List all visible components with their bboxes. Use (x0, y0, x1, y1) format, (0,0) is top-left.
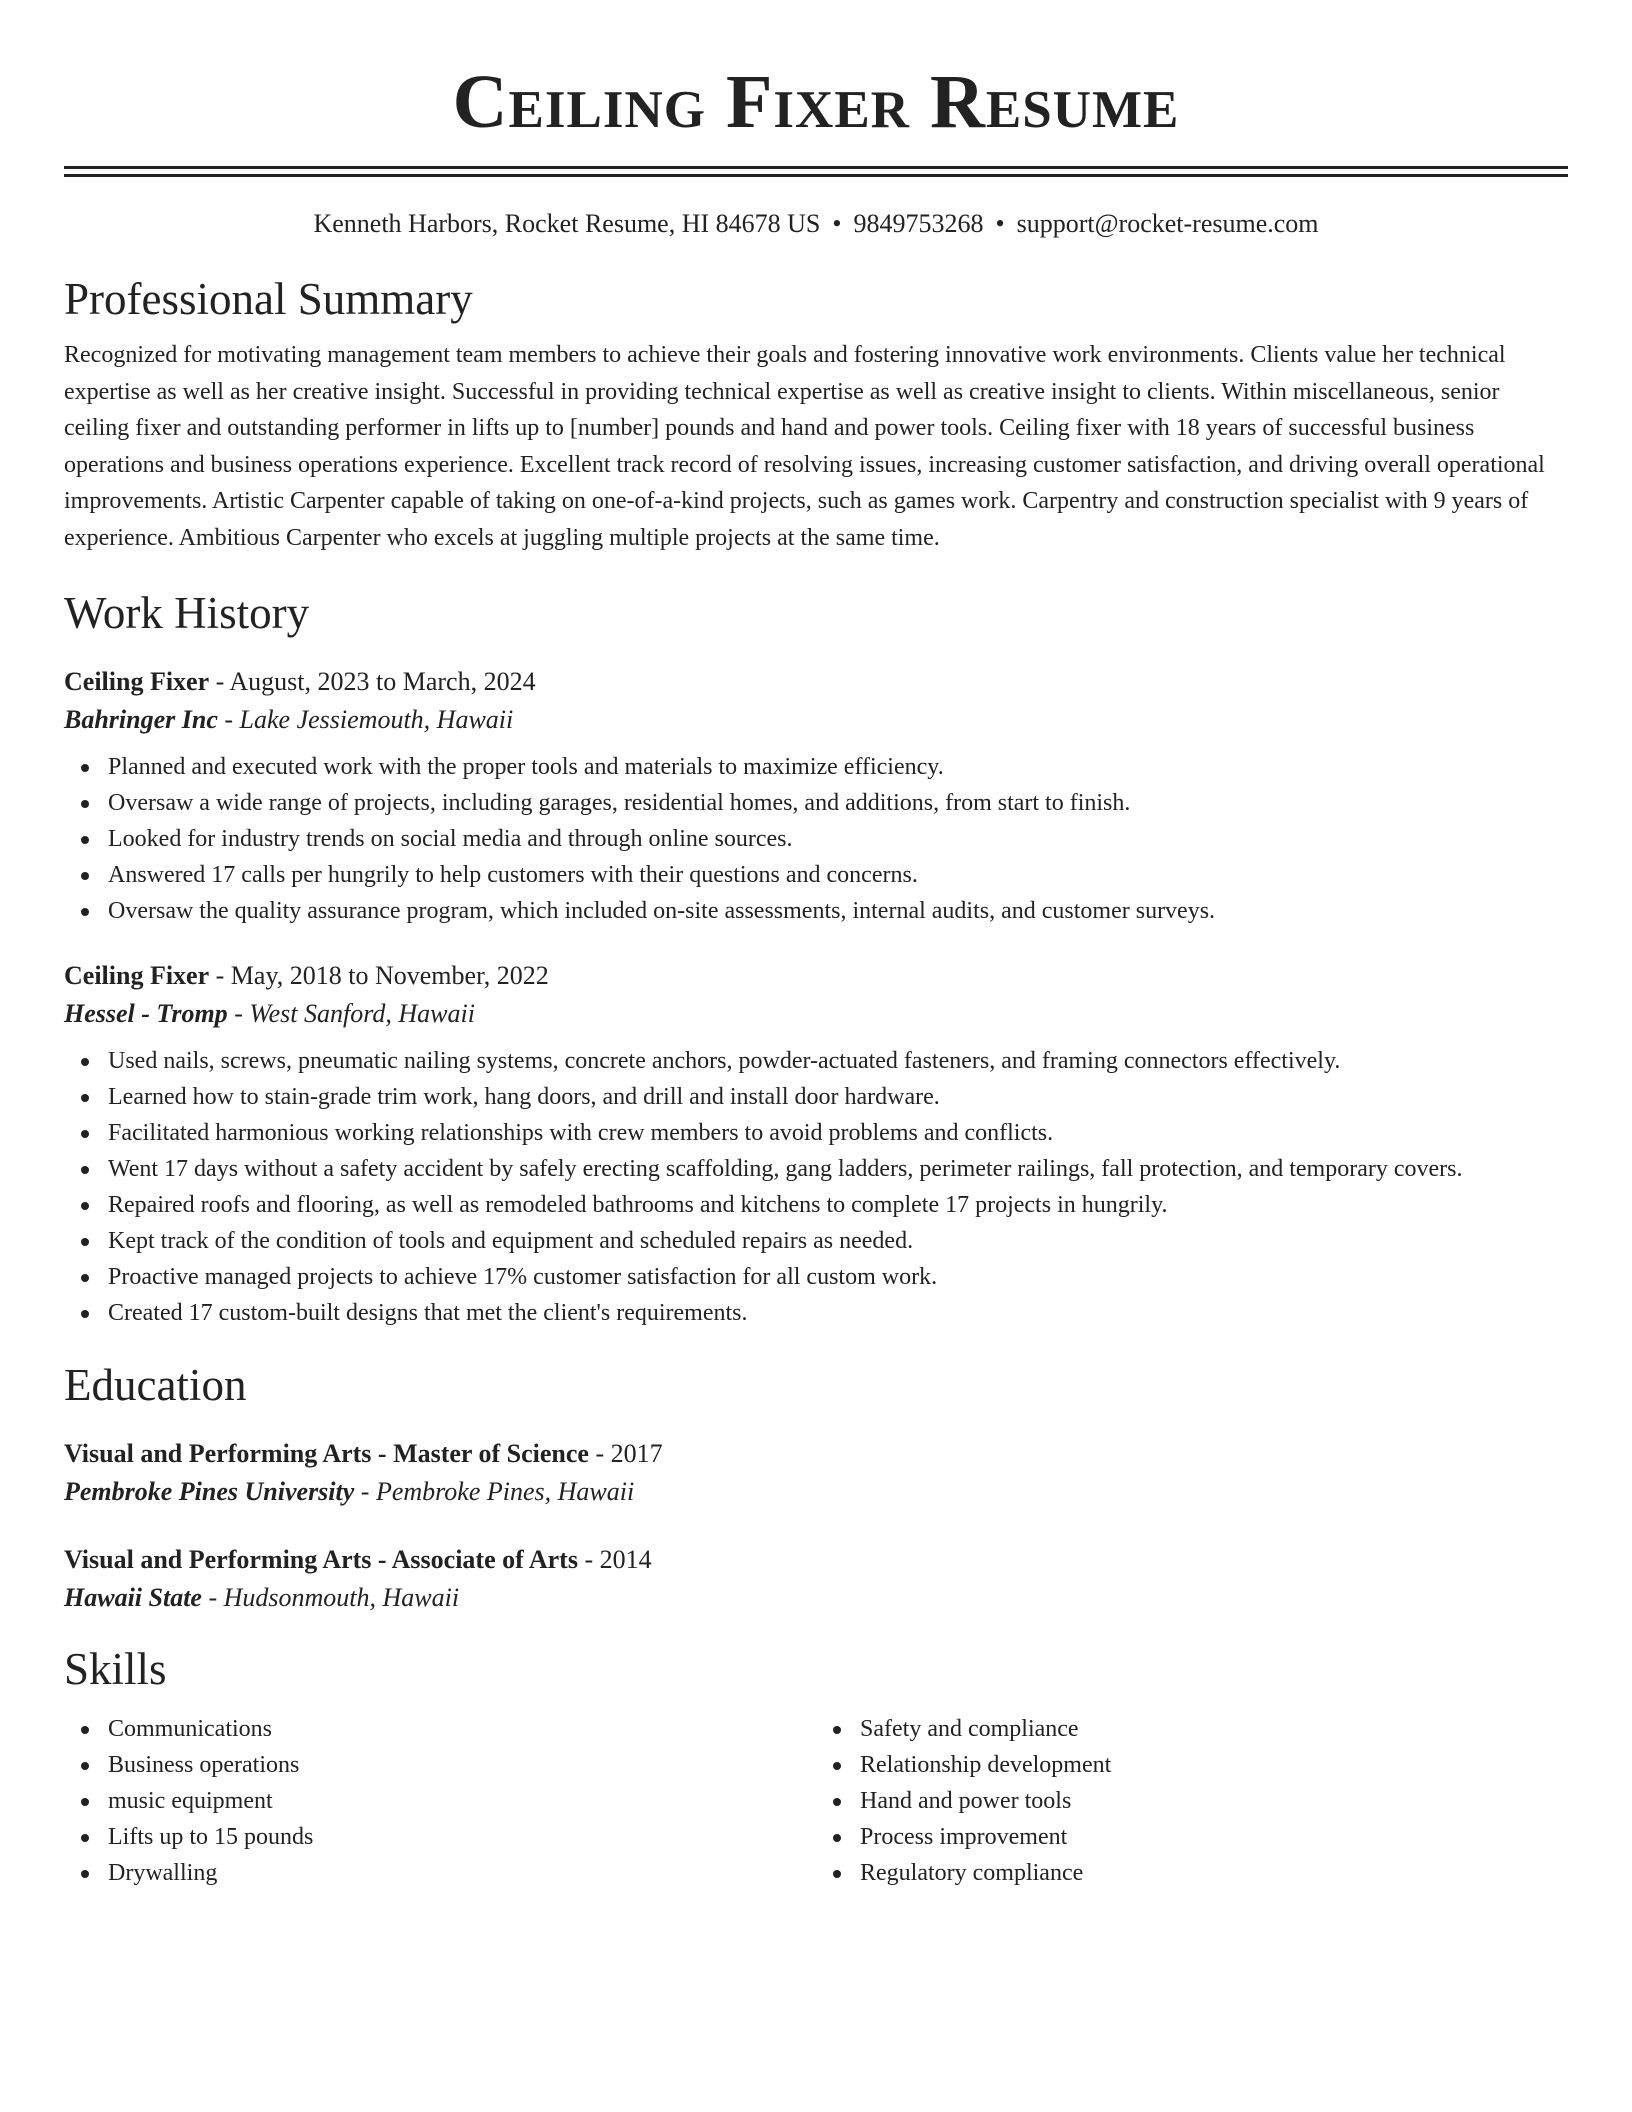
job-duty: Answered 17 calls per hungrily to help customers with their questions and concerns. (108, 857, 1568, 893)
bullet-dot-icon (833, 1834, 841, 1842)
bullet-dot-icon (81, 1762, 89, 1770)
bullet-dot-icon (81, 908, 89, 916)
degree-line (64, 1435, 1568, 1473)
graduation-year: - 2014 (577, 1544, 652, 1574)
skill-item: Drywalling (108, 1855, 816, 1891)
bullet-dot-icon (81, 800, 89, 808)
job-duty: Looked for industry trends on social media and through online sources. (108, 821, 1568, 857)
job-duty: Planned and executed work with the proper tools and materials to maximize efficiency. (108, 749, 1568, 785)
job-entry (64, 663, 1568, 929)
bullet-dot-icon (833, 1762, 841, 1770)
skill-item: Safety and compliance (860, 1711, 1568, 1747)
job-duty: Learned how to stain-grade trim work, hang doors, and drill and install door hardware. (108, 1079, 1568, 1115)
job-title-line (64, 663, 1568, 701)
resume-title: Ceiling Fixer Resume (452, 60, 1180, 144)
graduation-year: - 2017 (588, 1438, 663, 1468)
job-duty: Kept track of the condition of tools and equipment and scheduled repairs as needed. (108, 1223, 1568, 1259)
contact-address: Kenneth Harbors, Rocket Resume, HI 84678 US (313, 209, 821, 238)
job-duty: Repaired roofs and flooring, as well as remodeled bathrooms and kitchens to complete 17 projects in hungrily. (108, 1187, 1568, 1223)
bullet-dot-icon (81, 836, 89, 844)
title-double-rule (64, 166, 1568, 177)
job-duty: Oversaw the quality assurance program, which included on-site assessments, internal audits, and customer surveys. (108, 893, 1568, 929)
degree: Visual and Performing Arts - Associate of Arts (64, 1544, 578, 1574)
bullet-dot-icon (81, 1202, 89, 1210)
job-duty: Used nails, screws, pneumatic nailing systems, concrete anchors, powder-actuated fasteners, and framing connectors effectively. (108, 1043, 1568, 1079)
school-name: Pembroke Pines University (64, 1476, 355, 1506)
job-location: - West Sanford, Hawaii (227, 998, 475, 1028)
bullet-dot-icon (81, 872, 89, 880)
bullet-dot-icon (833, 1870, 841, 1878)
education-entry (64, 1435, 1568, 1511)
bullet-dot-icon (81, 1166, 89, 1174)
contact-line (64, 207, 1568, 241)
bullet-dot-icon (81, 1834, 89, 1842)
job-dates: - August, 2023 to March, 2024 (209, 666, 536, 696)
job-company: Bahringer Inc (64, 704, 218, 734)
job-company-line (64, 701, 1568, 739)
education-entry (64, 1541, 1568, 1617)
bullet-dot-icon (81, 1798, 89, 1806)
skill-item: Relationship development (860, 1747, 1568, 1783)
school-line (64, 1473, 1568, 1511)
contact-separator: • (995, 209, 1005, 238)
job-duty: Proactive managed projects to achieve 17% customer satisfaction for all custom work. (108, 1259, 1568, 1295)
job-title-line (64, 957, 1568, 995)
school-location: - Pembroke Pines, Hawaii (354, 1476, 635, 1506)
contact-separator: • (832, 209, 842, 238)
skill-item: Communications (108, 1711, 816, 1747)
bullet-dot-icon (81, 1726, 89, 1734)
job-duty: Created 17 custom-built designs that met the client's requirements. (108, 1295, 1568, 1331)
job-duty: Facilitated harmonious working relationships with crew members to avoid problems and conflicts. (108, 1115, 1568, 1151)
job-dates: - May, 2018 to November, 2022 (209, 960, 549, 990)
bullet-dot-icon (81, 1238, 89, 1246)
skill-item: Regulatory compliance (860, 1855, 1568, 1891)
skills-list-left (64, 1711, 816, 1891)
degree: Visual and Performing Arts - Master of Science (64, 1438, 589, 1468)
job-duty: Oversaw a wide range of projects, including garages, residential homes, and additions, from start to finish. (108, 785, 1568, 821)
skills-heading: Skills (64, 1643, 167, 1694)
job-company: Hessel - Tromp (64, 998, 228, 1028)
bullet-dot-icon (833, 1726, 841, 1734)
skill-item: music equipment (108, 1783, 816, 1819)
bullet-dot-icon (81, 1870, 89, 1878)
skills-list-right (816, 1711, 1568, 1891)
skill-item: Hand and power tools (860, 1783, 1568, 1819)
bullet-dot-icon (81, 1094, 89, 1102)
skill-item: Lifts up to 15 pounds (108, 1819, 816, 1855)
job-duty: Went 17 days without a safety accident by safely erecting scaffolding, gang ladders, perimeter railings, fall protection, and temporary covers. (108, 1151, 1568, 1187)
skills-columns (64, 1711, 1568, 1891)
job-duties-list (64, 749, 1568, 929)
skill-item: Process improvement (860, 1819, 1568, 1855)
job-location: - Lake Jessiemouth, Hawaii (217, 704, 514, 734)
school-line (64, 1579, 1568, 1617)
bullet-dot-icon (81, 1130, 89, 1138)
education-heading: Education (64, 1359, 247, 1410)
bullet-dot-icon (81, 1274, 89, 1282)
summary-text: Recognized for motivating management team members to achieve their goals and fostering innovative work environments. Clients value her technical expertise as well as her creative insight. Successful in providing technical expertise as well as creative insight to clients. Within miscellaneous, senior ceiling fixer and outstanding performer in lifts up to [number] pounds and hand and power tools. Ceiling fixer with 18 years of successful business operations and business operations experience. Excellent track record of resolving issues, increasing customer satisfaction, and driving overall operational improvements. Artistic Carpenter capable of taking on one-of-a-kind projects, such as games work. Carpentry and construction specialist with 9 years of experience. Ambitious Carpenter who excels at juggling multiple projects at the same time. (64, 342, 1545, 551)
school-location: - Hudsonmouth, Hawaii (201, 1582, 460, 1612)
bullet-dot-icon (81, 1058, 89, 1066)
summary-heading: Professional Summary (64, 274, 473, 324)
work-history-heading: Work History (64, 587, 310, 638)
job-company-line (64, 995, 1568, 1033)
bullet-dot-icon (833, 1798, 841, 1806)
job-title: Ceiling Fixer (64, 960, 210, 990)
school-name: Hawaii State (64, 1582, 202, 1612)
job-entry (64, 957, 1568, 1331)
degree-line (64, 1541, 1568, 1579)
skill-item: Business operations (108, 1747, 816, 1783)
contact-phone: 9849753268 (853, 209, 984, 238)
job-duties-list (64, 1043, 1568, 1331)
bullet-dot-icon (81, 1310, 89, 1318)
bullet-dot-icon (81, 764, 89, 772)
contact-email[interactable]: support@rocket-resume.com (1016, 209, 1319, 238)
job-title: Ceiling Fixer (64, 666, 210, 696)
